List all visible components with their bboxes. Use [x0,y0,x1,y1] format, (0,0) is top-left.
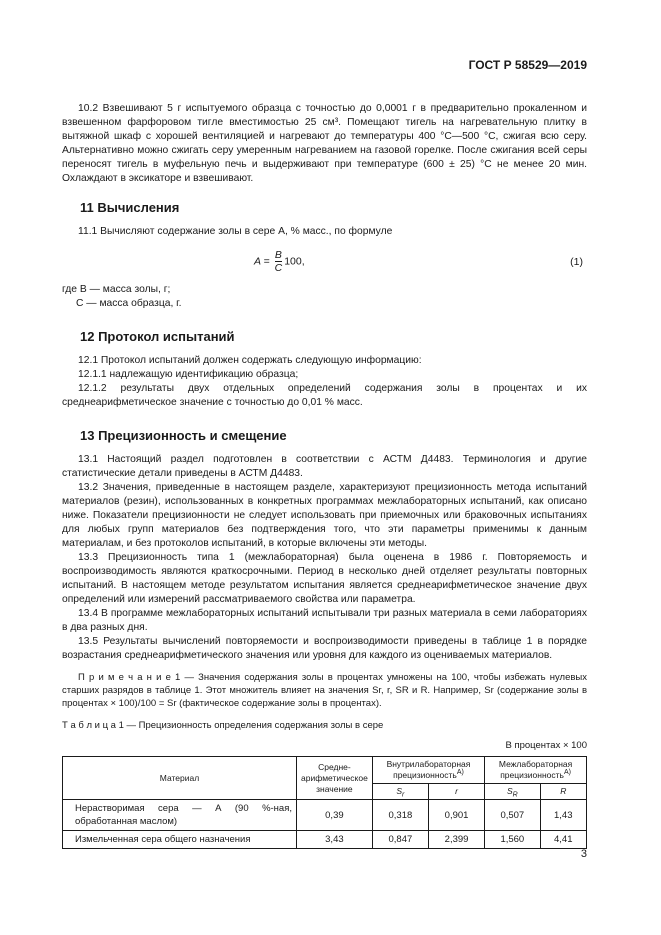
table-units: В процентах × 100 [505,740,587,751]
cell-R: 4,41 [540,831,586,849]
formula-number: (1) [570,256,583,268]
table-caption-label: Т а б л и ц а 1 [62,720,124,731]
precision-table [62,756,587,849]
formula-1 [62,243,587,283]
cell-R: 1,43 [540,800,586,831]
table-row [63,800,587,831]
paragraph-13-3: 13.3 Прецизионность типа 1 (межлабораторная) была оценена в 1986 г. Повторяемость и воспроизводимость являются краткосрочными. Период в несколько дней отделяет результаты повторных испытаний. В настоящем методе результатом испытания является среднеарифметическое значение двух определений или измерений рассматриваемого свойства или параметра. [62,552,587,605]
note-label: П р и м е ч а н и е 1 [78,672,181,683]
cell-material: Нерастворимая сера — А (90 %-ная, обработанная маслом) [63,800,297,831]
formula-lhs: A = [254,255,270,268]
header-sR: $S_R$ [485,784,540,800]
section-12-title: 12 Протокол испытаний [80,329,235,344]
cell-r: 0,901 [428,800,484,831]
page-content [62,58,587,849]
cell-sr: 0,847 [372,831,428,849]
where-c: C — масса образца, г. [76,298,182,309]
paragraph-10-2: 10.2 Взвешивают 5 г испытуемого образца с точностью до 0,0001 г в предварительно прокаленном и взвешенном фарфоровом тигле вместимостью 25 см³. Помещают тигель на нагревательную плитку в вытяжной шкаф с хорошей вентиляцией и нагревают до температуры 400 °С—500 °С, сжигая всю серу. Альтернативно можно сжигать серу умеренным нагреванием на газовой горелке. После сжигания всей серы переносят тигель в муфельную печь и выдерживают при температуре (600 ± 25) °С не менее 20 мин. Охлаждают в эксикаторе и взвешивают. [62,103,587,184]
document-id: ГОСТ Р 58529—2019 [468,58,587,72]
cell-sR: 0,507 [485,800,540,831]
cell-mean: 0,39 [297,800,373,831]
formula-rhs: 100, [284,255,305,268]
formula-denominator: C [274,262,283,274]
table-row [63,831,587,849]
paragraph-13-4: 13.4 В программе межлабораторных испытаний испытывали три разных материала в семи лабораториях в два разных дня. [62,608,587,633]
header-r: r [428,784,484,800]
cell-sr: 0,318 [372,800,428,831]
cell-r: 2,399 [428,831,484,849]
header-within: Внутрилабораторная прецизионность$^{A)}$ [372,757,484,784]
paragraph-13-2: 13.2 Значения, приведенные в настоящем разделе, характеризуют прецизионность метода испытаний материалов (резин), использованных в конкретных программах межлабораторных испытаний, как описано ниже. Показатели прецизионности не следует использовать при приемочных или браковочных испытаниях для любых групп материалов без подтверждения того, что эти параметры применимы к данным материалам, и без протоколов испытаний, в которые включены эти методы. [62,482,587,549]
header-R: R [540,784,586,800]
formula-numerator: B [274,249,282,261]
note-1 [62,671,587,710]
cell-material: Измельченная сера общего назначения [63,831,297,849]
paragraph-12-1-1: 12.1.1 надлежащую идентификацию образца; [78,369,299,380]
cell-sR: 1,560 [485,831,540,849]
paragraph-13-5: 13.5 Результаты вычислений повторяемости и воспроизводимости приведены в таблице 1 в порядке возрастания среднеарифметического значения или уровня для каждого из оцениваемых материалов. [62,636,587,661]
formula-fraction [275,249,283,274]
header-material: Материал [63,757,297,800]
where-b: где B — масса золы, г; [62,284,171,295]
header-mean: Средне-арифметическое значение [297,757,373,800]
cell-mean: 3,43 [297,831,373,849]
paragraph-12-1: 12.1 Протокол испытаний должен содержать следующую информацию: [78,355,422,366]
table-caption-text: — Прецизионность определения содержания золы в сере [123,720,384,731]
paragraph-11-1: 11.1 Вычисляют содержание золы в сере A, % масс., по формуле [78,226,393,237]
section-13-title: 13 Прецизионность и смещение [80,428,287,443]
paragraph-12-1-2: 12.1.2 результаты двух отдельных определений содержания золы в процентах и их среднеарифметическое значение с точностью до 0,01 % масс. [62,383,587,408]
page-number: 3 [580,848,587,860]
paragraph-13-1: 13.1 Настоящий раздел подготовлен в соответствии с АСТМ Д4483. Терминология и другие статистические детали приведены в АСТМ Д4483. [62,454,587,479]
note-text: — Значения содержания золы в процентах умножены на 100, чтобы избежать нулевых старших разрядов в таблице 1. Этот множитель влияет на значения Sr, r, SR и R. Например, Sr (содержание золы в процентах × 100)/100 = Sr (фактическое содержание золы в процентах). [62,672,587,709]
table-caption [62,720,587,731]
section-11-title: 11 Вычисления [80,200,180,215]
header-between: Межлабораторная прецизионность$^{A)}$ [485,757,587,784]
header-sr: $S_r$ [372,784,428,800]
